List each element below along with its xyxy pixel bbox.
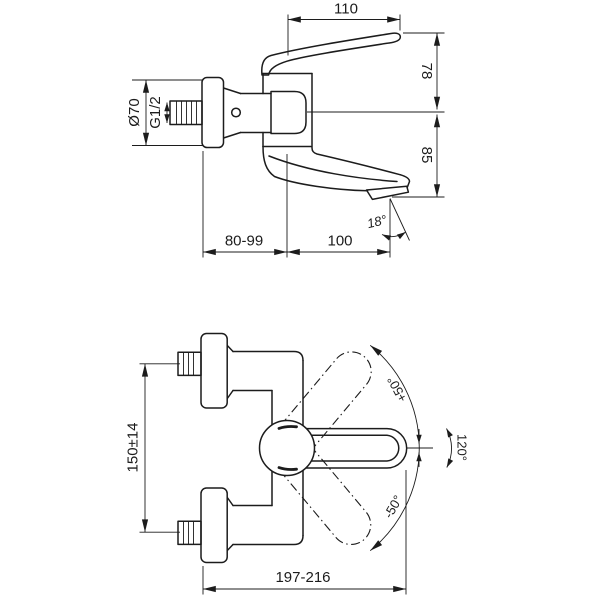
dim-80-99-label: 80-99 (224, 232, 264, 250)
threaded-nipple-bottom (178, 521, 201, 544)
spout (263, 147, 410, 200)
dim-100-label: 100 (327, 232, 353, 250)
wall-flange (202, 78, 224, 148)
dim-connection-spacing (125, 364, 181, 532)
dim-thread (147, 96, 167, 129)
inlet-bottom (178, 488, 233, 563)
dim-150-label: 150±14 (124, 422, 142, 473)
wall-flange-top (201, 334, 227, 409)
handle-lever (262, 33, 401, 75)
valve-body (263, 74, 401, 175)
label-minus-50: -50° (380, 492, 406, 521)
dim-g12-label: G1/2 (147, 96, 164, 129)
wall-connector (224, 88, 272, 138)
dim-overall-projection (203, 470, 406, 595)
dim-projections (203, 151, 390, 258)
label-120deg: 120° (454, 434, 470, 461)
dim-197-216-label: 197-216 (275, 569, 331, 586)
dim-85-label: 85 (418, 146, 435, 164)
dim-spout-angle (366, 199, 410, 241)
dim-handle-rotation (447, 429, 470, 468)
pivot-ball (260, 421, 315, 476)
label-plus-50: +50° (384, 373, 411, 405)
threaded-nipple (170, 101, 202, 125)
plan-view (125, 334, 470, 595)
connector-hole (232, 108, 241, 117)
dim-78-label: 78 (418, 62, 435, 80)
threaded-nipple-top (178, 352, 201, 375)
inlet-top (178, 334, 233, 409)
dim-handle-length (288, 1, 400, 56)
dim-110-label: 110 (334, 0, 358, 18)
handle-solid (303, 429, 407, 468)
side-view (126, 1, 445, 258)
dim-18deg-label: 18° (365, 211, 389, 232)
cartridge-cap (271, 92, 306, 134)
wall-flange-bottom (201, 488, 227, 563)
dim-d70-label: Ø70 (126, 98, 143, 127)
